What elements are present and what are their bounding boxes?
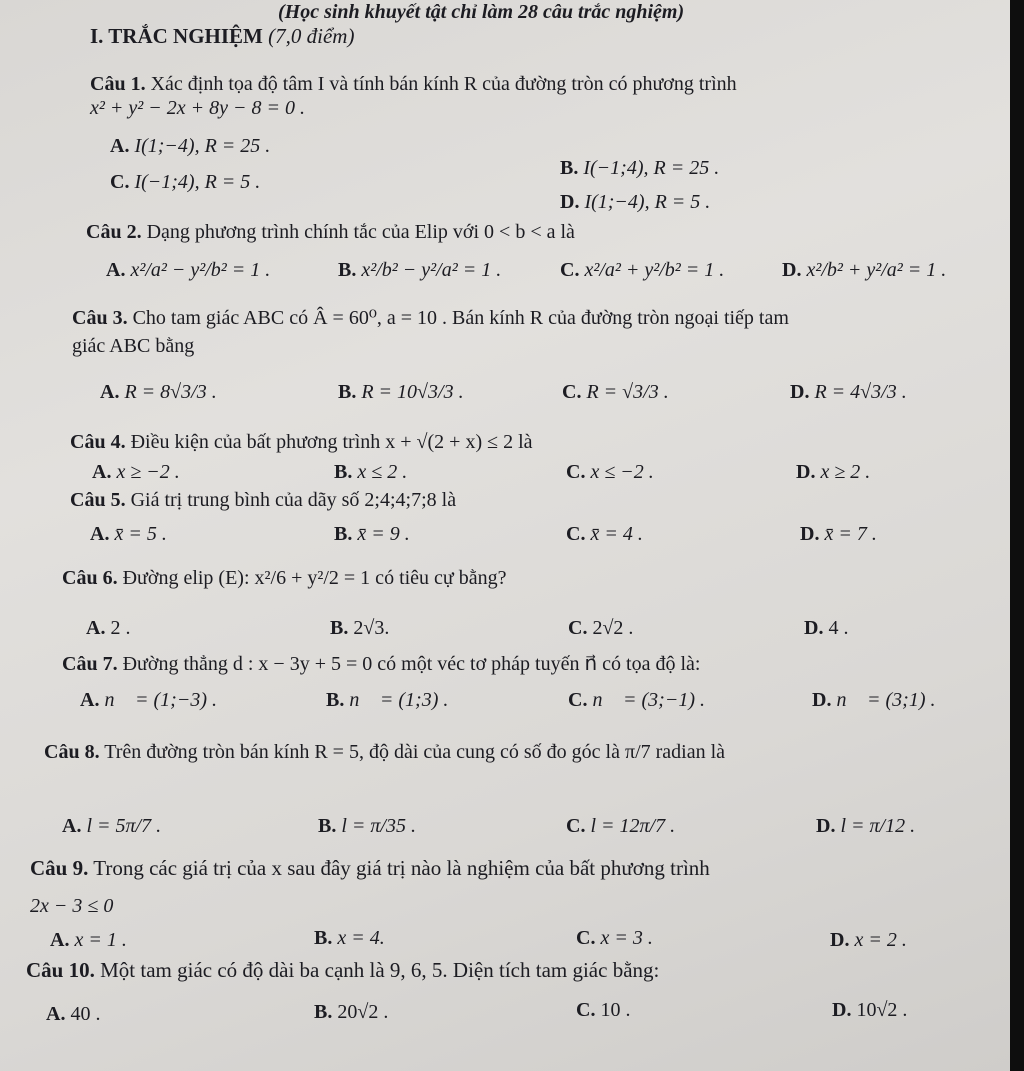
question-6 <box>62 566 507 590</box>
q10-option-b-label: B. <box>314 1001 333 1023</box>
q3-option-b-text: R = 10√3/3 . <box>361 381 464 403</box>
question-3 <box>72 306 789 330</box>
section-title-text: I. TRẮC NGHIỆM <box>90 24 263 48</box>
q8-option-a <box>62 806 161 846</box>
q6-option-c-text: 2√2 . <box>592 617 634 639</box>
q9-option-d-text: x = 2 . <box>854 929 907 951</box>
q7-option-b-text: n⃗ = (1;3) . <box>349 689 449 711</box>
question-5 <box>70 488 456 512</box>
q4-option-d-label: D. <box>796 461 816 483</box>
question-3-text: Cho tam giác ABC có Â = 60⁰, a = 10 . Bán kính R của đường tròn ngoại tiếp tam <box>132 307 789 329</box>
q8-option-d-text: l = π/12 . <box>840 815 916 837</box>
q1-option-a <box>110 134 270 158</box>
q2-option-a-text: x²/a² − y²/b² = 1 . <box>130 259 271 281</box>
q5-option-a <box>90 522 167 546</box>
q7-option-c <box>568 688 705 712</box>
q10-option-c-text: 10 . <box>600 999 631 1021</box>
question-8 <box>44 740 725 764</box>
q2-option-b-label: B. <box>338 259 357 281</box>
question-1 <box>90 72 737 96</box>
question-6-text: Đường elip (E): x²/6 + y²/2 = 1 có tiêu cự bằng? <box>122 567 507 589</box>
q7-option-d-label: D. <box>812 689 832 711</box>
question-9 <box>30 856 710 880</box>
q1-option-b <box>560 156 719 180</box>
q3-option-d-label: D. <box>790 381 810 403</box>
q9-option-c-label: C. <box>576 927 596 949</box>
question-7-text: Đường thẳng d : x − 3y + 5 = 0 có một véc tơ pháp tuyến n⃗ có tọa độ là: <box>122 653 701 675</box>
q2-option-c-text: x²/a² + y²/b² = 1 . <box>584 259 725 281</box>
question-1-equation: x² + y² − 2x + 8y − 8 = 0 . <box>90 97 305 119</box>
q9-option-c-text: x = 3 . <box>600 927 653 949</box>
q8-option-a-text: l = 5π/7 . <box>86 815 162 837</box>
question-3-continued: giác ABC bằng <box>72 335 195 357</box>
q3-option-b <box>338 368 464 416</box>
question-8-label: Câu 8. <box>44 741 100 763</box>
question-5-label: Câu 5. <box>70 489 126 511</box>
q10-option-d-label: D. <box>832 999 852 1021</box>
q9-option-b-label: B. <box>314 927 333 949</box>
question-2 <box>86 220 575 244</box>
q5-option-b-text: x̄ = 9 . <box>357 523 410 545</box>
q8-option-b-text: l = π/35 . <box>341 815 416 837</box>
q10-option-d-text: 10√2 . <box>856 999 908 1021</box>
q5-option-d <box>800 522 877 546</box>
q2-option-b-text: x²/b² − y²/a² = 1 . <box>361 259 502 281</box>
q8-option-d <box>816 806 915 846</box>
q9-option-b-text: x = 4. <box>337 927 385 949</box>
q6-option-d <box>804 616 848 640</box>
q2-option-a-label: A. <box>106 259 126 281</box>
q4-option-c-label: C. <box>566 461 586 483</box>
q10-option-a <box>46 1002 100 1026</box>
q7-option-a-text: n⃗ = (1;−3) . <box>104 689 217 711</box>
q2-option-d <box>782 246 946 294</box>
q5-option-d-label: D. <box>800 523 820 545</box>
q2-option-b <box>338 246 501 294</box>
question-2-text: Dạng phương trình chính tắc của Elip với 0 < b < a là <box>146 221 575 243</box>
q3-option-c-label: C. <box>562 381 582 403</box>
question-4-label: Câu 4. <box>70 431 126 453</box>
q9-option-d <box>830 928 907 952</box>
q9-option-d-label: D. <box>830 929 850 951</box>
q7-option-d-text: n⃗ = (3;1) . <box>836 689 936 711</box>
q4-option-a-text: x ≥ −2 . <box>116 461 180 483</box>
q5-option-c-text: x̄ = 4 . <box>590 523 643 545</box>
q10-option-c-label: C. <box>576 999 596 1021</box>
q1-option-c <box>110 170 260 194</box>
q2-option-c-label: C. <box>560 259 580 281</box>
q8-option-c <box>566 806 675 846</box>
q5-option-a-label: A. <box>90 523 110 545</box>
q8-option-d-label: D. <box>816 815 836 837</box>
q10-option-b-text: 20√2 . <box>337 1001 389 1023</box>
q1-option-c-text: I(−1;4), R = 5 . <box>134 171 261 193</box>
q6-option-b-text: 2√3. <box>353 617 390 639</box>
question-9-text: Trong các giá trị của x sau đây giá trị nào là nghiệm của bất phương trình <box>93 856 710 880</box>
section-points: (7,0 điểm) <box>268 24 355 48</box>
question-5-text: Giá trị trung bình của dãy số 2;4;4;7;8 là <box>130 489 457 511</box>
q8-option-b-label: B. <box>318 815 337 837</box>
q3-option-a-label: A. <box>100 381 120 403</box>
q2-option-c <box>560 246 724 294</box>
question-1-label: Câu 1. <box>90 73 146 95</box>
q6-option-a-text: 2 . <box>110 617 131 639</box>
question-7-label: Câu 7. <box>62 653 118 675</box>
header-note: (Học sinh khuyết tật chỉ làm 28 câu trắc nghiệm) <box>278 1 685 23</box>
q3-option-a-text: R = 8√3/3 . <box>124 381 217 403</box>
q1-option-c-label: C. <box>110 171 130 193</box>
q8-option-c-label: C. <box>566 815 586 837</box>
question-10-label: Câu 10. <box>26 958 95 982</box>
question-4 <box>70 430 533 454</box>
q10-option-c <box>576 998 630 1022</box>
q1-option-d-label: D. <box>560 191 580 213</box>
q5-option-a-text: x̄ = 5 . <box>114 523 167 545</box>
question-7 <box>62 652 700 676</box>
question-10 <box>26 958 659 982</box>
q9-option-c <box>576 926 653 950</box>
question-9-label: Câu 9. <box>30 856 89 880</box>
q6-option-b <box>330 616 389 640</box>
question-6-label: Câu 6. <box>62 567 118 589</box>
q9-option-b <box>314 926 385 950</box>
q4-option-a <box>92 460 180 484</box>
question-2-label: Câu 2. <box>86 221 142 243</box>
q3-option-b-label: B. <box>338 381 357 403</box>
q7-option-d <box>812 688 936 712</box>
q5-option-d-text: x̄ = 7 . <box>824 523 877 545</box>
q9-option-a <box>50 928 127 952</box>
page-edge-shadow <box>1010 0 1024 1071</box>
q6-option-a-label: A. <box>86 617 106 639</box>
q4-option-b-text: x ≤ 2 . <box>357 461 408 483</box>
q4-option-c-text: x ≤ −2 . <box>590 461 654 483</box>
question-4-text: Điều kiện của bất phương trình x + √(2 + x) ≤ 2 là <box>130 431 533 453</box>
q6-option-c-label: C. <box>568 617 588 639</box>
q1-option-a-label: A. <box>110 135 130 157</box>
q6-option-d-text: 4 . <box>828 617 849 639</box>
q5-option-c-label: C. <box>566 523 586 545</box>
q3-option-d <box>790 368 907 416</box>
q9-option-a-text: x = 1 . <box>74 929 127 951</box>
q5-option-b <box>334 522 410 546</box>
q1-option-b-text: I(−1;4), R = 25 . <box>583 157 720 179</box>
q1-option-d-text: I(1;−4), R = 5 . <box>584 191 711 213</box>
q1-option-b-label: B. <box>560 157 579 179</box>
q2-option-d-label: D. <box>782 259 802 281</box>
q4-option-d-text: x ≥ 2 . <box>820 461 871 483</box>
question-9-inequality: 2x − 3 ≤ 0 <box>30 895 114 917</box>
q7-option-c-text: n⃗ = (3;−1) . <box>592 689 705 711</box>
question-10-text: Một tam giác có độ dài ba cạnh là 9, 6, 5. Diện tích tam giác bằng: <box>100 958 660 982</box>
section-title <box>90 24 354 48</box>
q2-option-d-text: x²/b² + y²/a² = 1 . <box>806 259 947 281</box>
q3-option-d-text: R = 4√3/3 . <box>814 381 907 403</box>
q4-option-c <box>566 460 654 484</box>
q7-option-a <box>80 688 217 712</box>
q4-option-a-label: A. <box>92 461 112 483</box>
q6-option-d-label: D. <box>804 617 824 639</box>
q7-option-c-label: C. <box>568 689 588 711</box>
q10-option-b <box>314 1000 388 1024</box>
q5-option-c <box>566 522 643 546</box>
q6-option-c <box>568 616 633 640</box>
q10-option-d <box>832 998 907 1022</box>
q6-option-a <box>86 616 130 640</box>
q3-option-c-text: R = √3/3 . <box>586 381 669 403</box>
q3-option-a <box>100 368 217 416</box>
q7-option-b-label: B. <box>326 689 345 711</box>
q1-option-d <box>560 190 710 214</box>
q8-option-c-text: l = 12π/7 . <box>590 815 676 837</box>
question-3-label: Câu 3. <box>72 307 128 329</box>
q7-option-b <box>326 688 448 712</box>
q6-option-b-label: B. <box>330 617 349 639</box>
q3-option-c <box>562 368 669 416</box>
q1-option-a-text: I(1;−4), R = 25 . <box>134 135 271 157</box>
q2-option-a <box>106 246 270 294</box>
q4-option-d <box>796 460 870 484</box>
q4-option-b <box>334 460 407 484</box>
q7-option-a-label: A. <box>80 689 100 711</box>
q10-option-a-label: A. <box>46 1003 66 1025</box>
question-1-text: Xác định tọa độ tâm I và tính bán kính R của đường tròn có phương trình <box>150 73 737 95</box>
q4-option-b-label: B. <box>334 461 353 483</box>
question-8-text: Trên đường tròn bán kính R = 5, độ dài của cung có số đo góc là π/7 radian là <box>104 741 726 763</box>
q9-option-a-label: A. <box>50 929 70 951</box>
q8-option-a-label: A. <box>62 815 82 837</box>
q8-option-b <box>318 806 416 846</box>
q5-option-b-label: B. <box>334 523 353 545</box>
q10-option-a-text: 40 . <box>70 1003 101 1025</box>
